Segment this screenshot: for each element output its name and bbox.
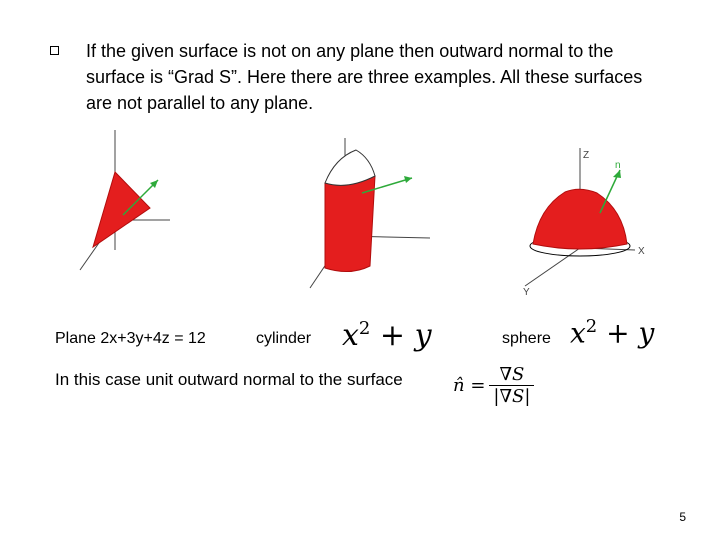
x-axis-label: X	[638, 246, 645, 257]
normal-label: n	[615, 160, 621, 171]
sphere-equation	[570, 316, 654, 349]
cylinder-eq-sup: 2	[358, 318, 371, 339]
formula-numerator: ∇S	[489, 364, 534, 386]
y-axis-label: Y	[523, 287, 530, 298]
formula-denominator: |∇S|	[493, 386, 531, 407]
cylinder-figure	[300, 128, 450, 298]
cylinder-equation	[342, 318, 432, 353]
cylinder-side	[325, 176, 375, 272]
plane-figure	[60, 120, 230, 290]
plane-surface	[93, 172, 150, 247]
sphere-eq-y: + y	[606, 316, 655, 350]
sphere-figure	[505, 128, 675, 298]
cylinder-eq-x: x	[342, 318, 359, 353]
sphere-eq-x: x	[570, 316, 586, 350]
paragraph-line-2: surface is “Grad S”. Here there are three examples. All these surfaces	[86, 67, 643, 87]
formula-lhs: n̂ =	[453, 375, 486, 396]
bullet-marker	[50, 46, 59, 55]
cylinder-label: cylinder	[256, 330, 312, 347]
cylinder-eq-y: + y	[379, 318, 432, 353]
z-axis-label: Z	[583, 150, 590, 161]
cylinder-top	[325, 150, 375, 185]
statement-text: In this case unit outward normal to the surface	[55, 370, 403, 389]
paragraph-line-3: are not parallel to any plane.	[86, 93, 314, 113]
sphere-eq-sup: 2	[585, 316, 598, 337]
normal-arrow-head	[404, 176, 412, 183]
plane-label: Plane 2x+3y+4z = 12	[55, 330, 206, 347]
paragraph-line-1: If the given surface is not on any plane then outward normal to the	[86, 41, 614, 61]
bullet-paragraph	[86, 38, 686, 116]
normal-arrow-head	[613, 170, 621, 178]
sphere-surface	[533, 189, 627, 249]
sphere-label: sphere	[502, 330, 551, 347]
y-axis	[525, 248, 580, 286]
unit-normal-formula	[452, 364, 534, 407]
page-number: 5	[679, 510, 686, 524]
